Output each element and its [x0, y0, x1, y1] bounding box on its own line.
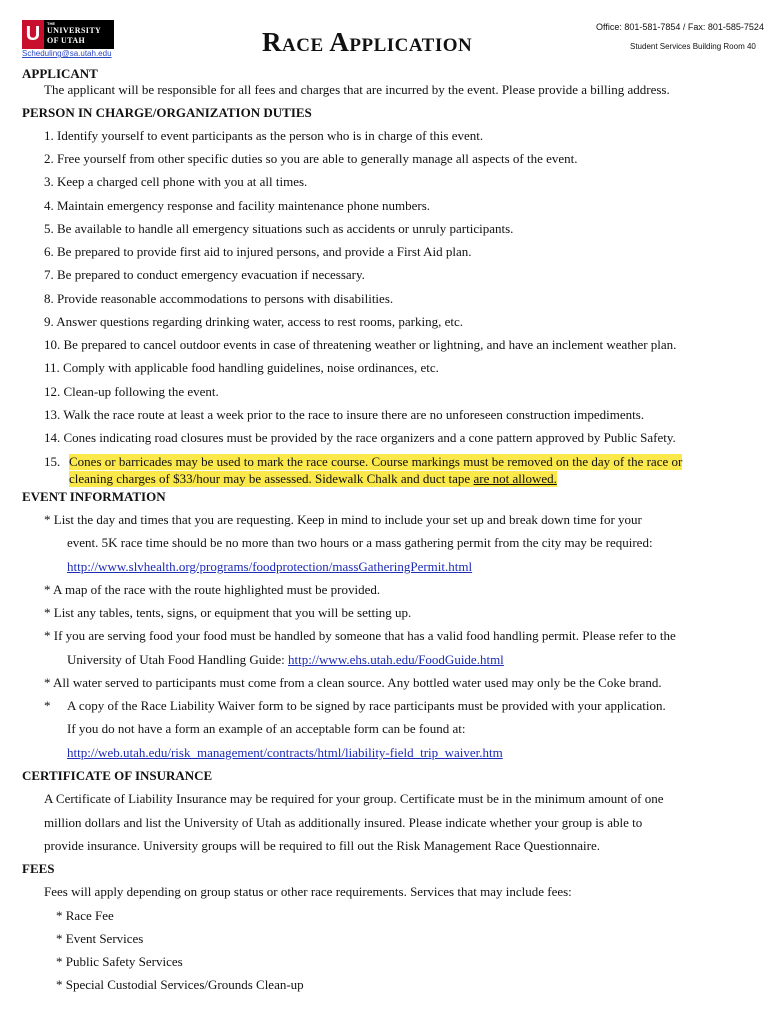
duty-item: 8. Provide reasonable accommodations to persons with disabilities.	[44, 291, 394, 306]
fee-item: * Event Services	[56, 931, 144, 946]
event-bullet-2: * A map of the race with the route highlighted must be provided.	[44, 582, 381, 597]
duty-item: 1. Identify yourself to event participants as the person who is in charge of this event.	[44, 128, 484, 143]
not-allowed-underlined: are not allowed.	[473, 471, 557, 486]
duty-item: 4. Maintain emergency response and facility maintenance phone numbers.	[44, 198, 431, 213]
duties-heading: PERSON IN CHARGE/ORGANIZATION DUTIES	[22, 105, 312, 120]
applicant-text: The applicant will be responsible for all fees and charges that are incurred by the event. Please provide a billing address.	[44, 82, 670, 97]
duty-item: 2. Free yourself from other specific duties so you are able to generally manage all aspects of the event.	[44, 151, 578, 166]
logo-line-university: UNIVERSITY	[47, 26, 102, 35]
scheduling-email-link[interactable]: Scheduling@sa.utah.edu	[22, 49, 112, 58]
office-fax-contact: Office: 801-581-7854 / Fax: 801-585-7524	[596, 22, 764, 32]
event-bullet-4-line1: * If you are serving food your food must be handled by someone that has a valid food handling permit. Please refer to the	[44, 628, 676, 643]
event-info-heading: EVENT INFORMATION	[22, 489, 166, 504]
duty-item: 7. Be prepared to conduct emergency evacuation if necessary.	[44, 267, 365, 282]
fee-item: * Special Custodial Services/Grounds Clean-up	[56, 977, 304, 992]
duty-item: 6. Be prepared to provide first aid to injured persons, and provide a First Aid plan.	[44, 244, 472, 259]
duty-item-15-number: 15.	[44, 454, 61, 469]
duty-item-15-line2-text: cleaning charges of $33/hour may be assessed. Sidewalk Chalk and duct tape	[69, 471, 474, 486]
event-bullet-6-line1: A copy of the Race Liability Waiver form to be signed by race participants must be provided with your application.	[67, 698, 666, 713]
fees-heading: FEES	[22, 861, 55, 876]
duty-item-15-line2-highlighted	[69, 471, 557, 487]
fees-intro: Fees will apply depending on group status or other race requirements. Services that may include fees:	[44, 884, 572, 899]
duty-item-15-line1-highlighted: Cones or barricades may be used to mark the race course. Course markings must be removed on the day of the race or	[69, 454, 683, 469]
duty-item: 12. Clean-up following the event.	[44, 384, 219, 399]
insurance-line2: million dollars and list the University of Utah as additionally insured. Please indicate whether your group is able to	[44, 815, 643, 830]
insurance-line1: A Certificate of Liability Insurance may be required for your group. Certificate must be in the minimum amount of one	[44, 791, 664, 806]
duty-item: 13. Walk the race route at least a week prior to the race to insure there are no unforeseen construction impediments.	[44, 407, 645, 422]
fee-item: * Race Fee	[56, 908, 114, 923]
insurance-heading: CERTIFICATE OF INSURANCE	[22, 768, 213, 783]
event-bullet-1-line1: * List the day and times that you are requesting. Keep in mind to include your set up and break down time for your	[44, 512, 642, 527]
event-bullet-1-line2: event. 5K race time should be no more than two hours or a mass gathering permit from the city may be required:	[67, 535, 653, 550]
event-bullet-6-star: *	[44, 698, 51, 713]
duty-item: 5. Be available to handle all emergency situations such as accidents or unruly participants.	[44, 221, 514, 236]
mass-gathering-permit-link[interactable]: http://www.slvhealth.org/programs/foodprotection/massGatheringPermit.html	[67, 559, 473, 574]
page-title: Race Application	[262, 27, 473, 57]
building-location: Student Services Building Room 40	[630, 42, 756, 51]
food-guide-link[interactable]: http://www.ehs.utah.edu/FoodGuide.html	[287, 652, 504, 667]
logo-u-letter: U	[25, 23, 41, 45]
event-bullet-3: * List any tables, tents, signs, or equipment that you will be setting up.	[44, 605, 412, 620]
fee-item: * Public Safety Services	[56, 954, 183, 969]
duty-item: 11. Comply with applicable food handling guidelines, noise ordinances, etc.	[44, 360, 439, 375]
duty-item: 9. Answer questions regarding drinking water, access to rest rooms, parking, etc.	[44, 314, 463, 329]
duty-item: 10. Be prepared to cancel outdoor events in case of threatening weather or lightning, and have an inclement weather plan.	[44, 337, 677, 352]
duty-item: 3. Keep a charged cell phone with you at all times.	[44, 174, 308, 189]
insurance-line3: provide insurance. University groups will be required to fill out the Risk Management Race Questionnaire.	[44, 838, 600, 853]
liability-waiver-link[interactable]: http://web.utah.edu/risk_management/contracts/html/liability-field_trip_waiver.htm	[67, 745, 503, 760]
event-bullet-4-line2	[67, 652, 504, 668]
food-guide-label: University of Utah Food Handling Guide:	[67, 652, 288, 667]
university-of-utah-logo	[22, 20, 114, 49]
applicant-heading: APPLICANT	[22, 66, 98, 81]
event-bullet-5: * All water served to participants must come from a clean source. Any bottled water used may only be the Coke brand.	[44, 675, 662, 690]
event-bullet-6-line2: If you do not have a form an example of an acceptable form can be found at:	[67, 721, 466, 736]
duty-item: 14. Cones indicating road closures must be provided by the race organizers and a cone pattern approved by Public Safety.	[44, 430, 676, 445]
logo-line-of-utah: OF UTAH	[47, 36, 86, 45]
page-header	[0, 0, 770, 62]
logo-line-the: THE	[47, 21, 55, 26]
